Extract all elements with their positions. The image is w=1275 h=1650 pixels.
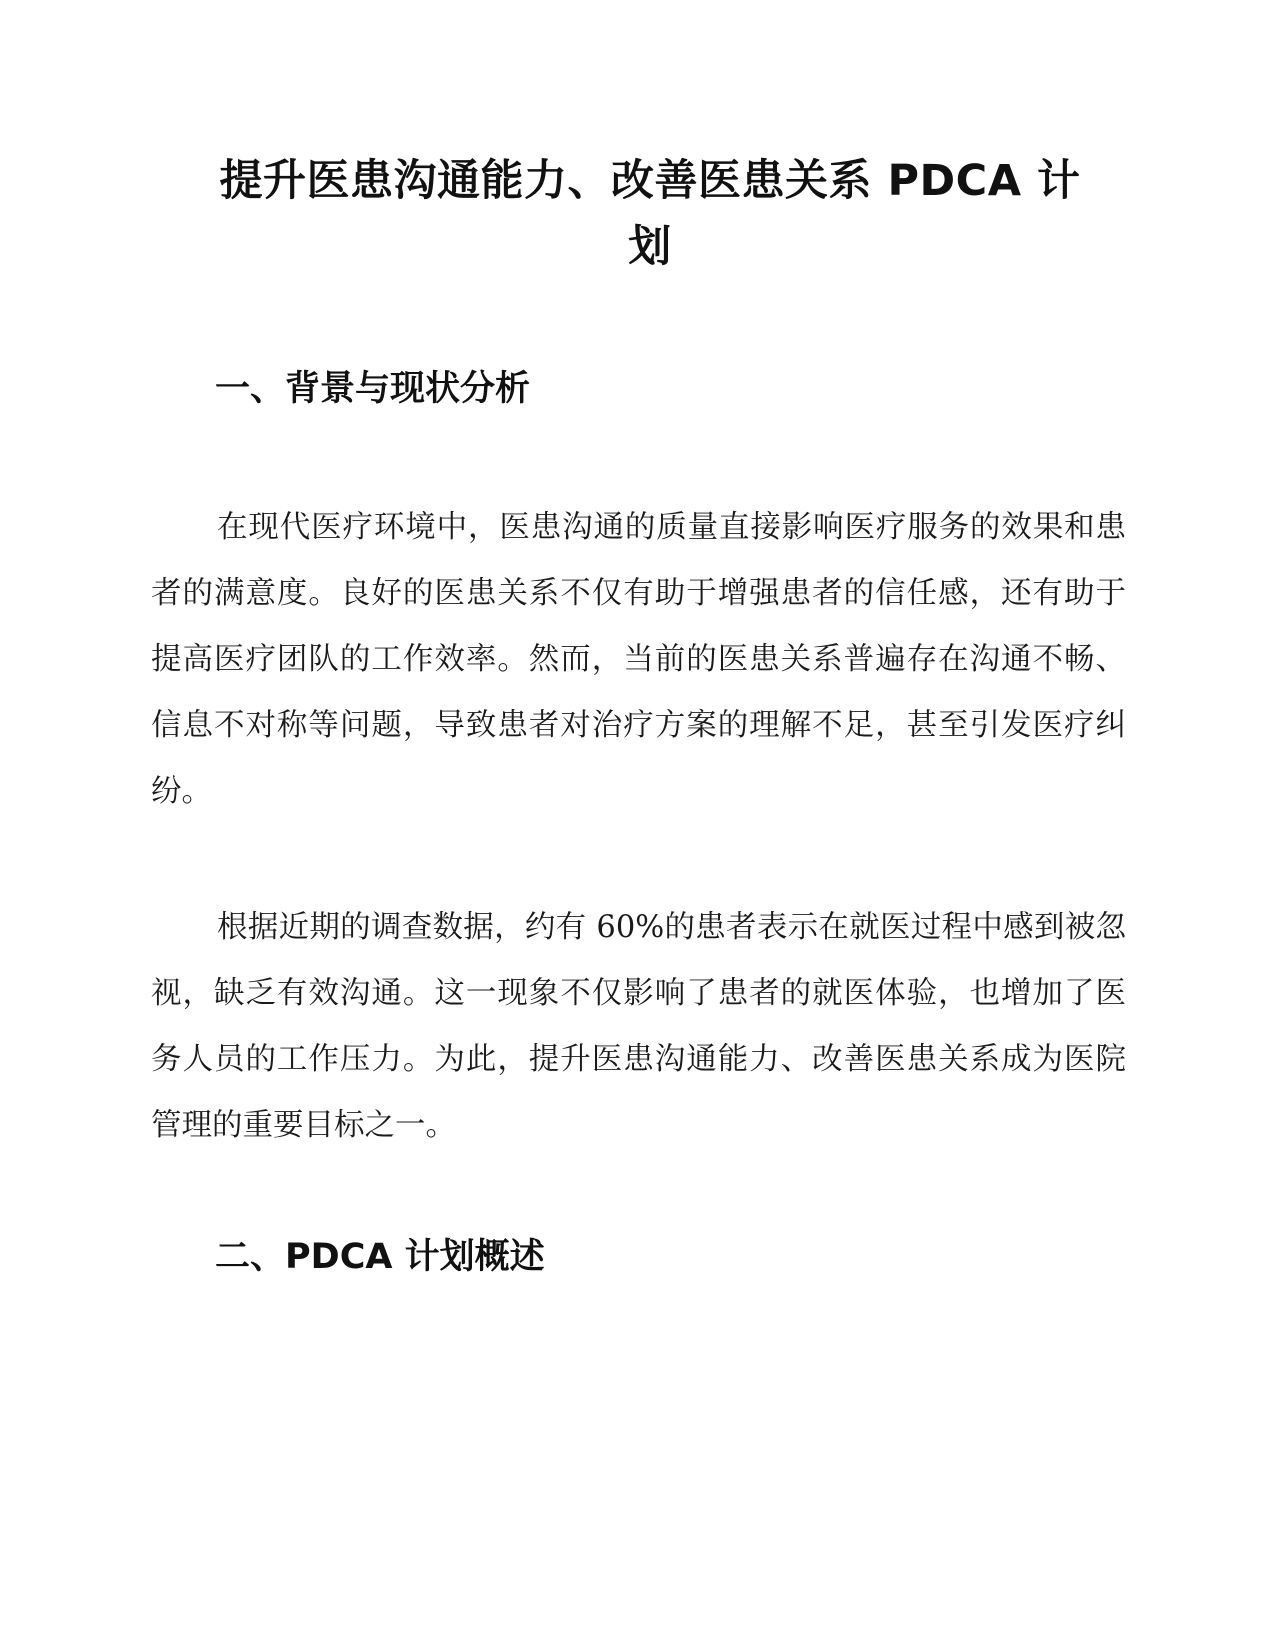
paragraph-background-1: 在现代医疗环境中，医患沟通的质量直接影响医疗服务的效果和患者的满意度。良好的医患关系不仅有助于增强患者的信任感，还有助于提高医疗团队的工作效率。然而，当前的医患关系普遍存在沟通不畅、信息不对称等问题，导致患者对治疗方案的理解不足，甚至引发医疗纠纷。 xyxy=(151,510,1126,809)
section-heading-background: 一、背景与现状分析 xyxy=(215,369,531,409)
document-title: 提升医患沟通能力、改善医患关系 PDCA 计划 xyxy=(219,156,1081,272)
paragraph-background-2: 根据近期的调查数据，约有 60%的患者表示在就医过程中感到被忽视，缺乏有效沟通。这一现象不仅影响了患者的就医体验，也增加了医务人员的工作压力。为此，提升医患沟通能力、改善医患关系成为医院管理的重要目标之一。 xyxy=(151,910,1126,1143)
section-heading-pdca-overview: 二、PDCA 计划概述 xyxy=(215,1237,545,1277)
